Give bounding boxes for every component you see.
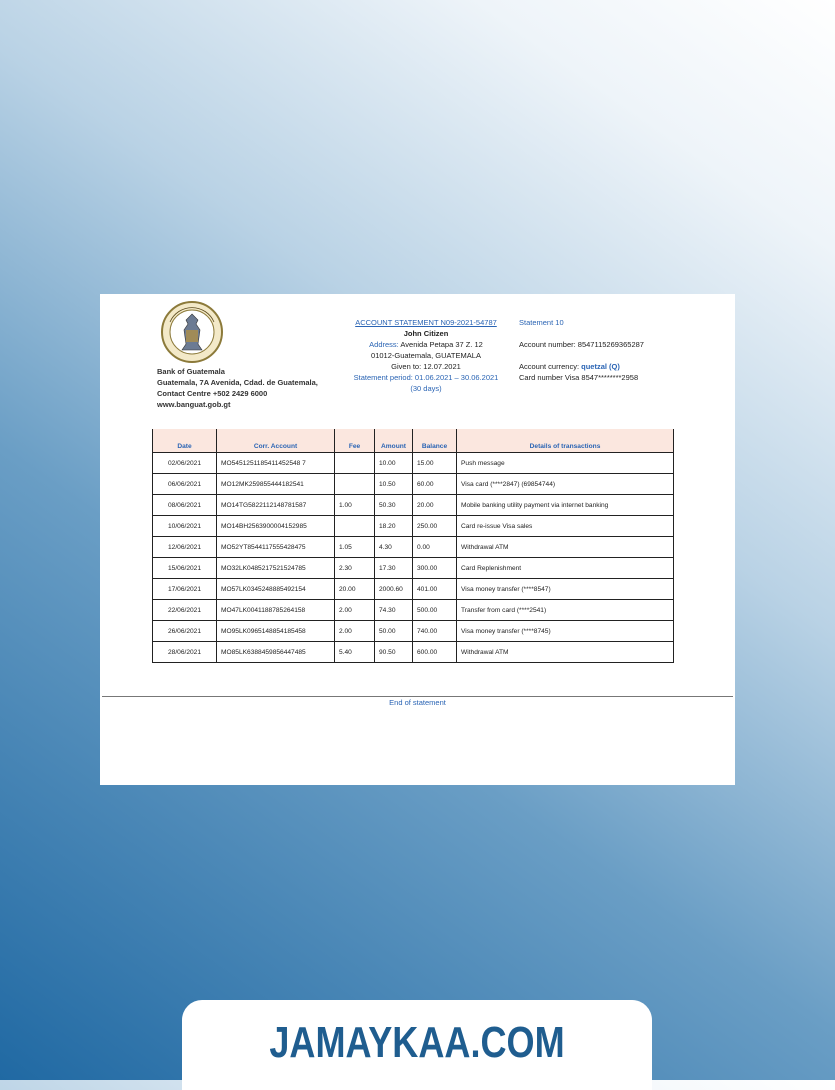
cell-date: 12/06/2021 xyxy=(153,537,217,558)
cell-amount: 50.00 xyxy=(375,621,413,642)
cell-details: Withdrawal ATM xyxy=(457,642,674,663)
cell-amount: 17.30 xyxy=(375,558,413,579)
cell-corr-account: MO47LK0041188785264158 xyxy=(217,600,335,621)
cell-details: Visa money transfer (****8547) xyxy=(457,579,674,600)
col-header-corr-account: Corr. Account xyxy=(217,429,335,453)
table-row xyxy=(153,558,674,579)
cell-details: Card Replenishment xyxy=(457,558,674,579)
cell-corr-account: MO52YT8544117555428475 xyxy=(217,537,335,558)
statement-number: Statement 10 xyxy=(519,318,564,327)
statement-document xyxy=(100,294,735,785)
cell-amount: 10.50 xyxy=(375,474,413,495)
statement-period: Statement period: 01.06.2021 – 30.06.2021 xyxy=(353,373,499,382)
col-header-balance: Balance xyxy=(413,429,457,453)
watermark-banner xyxy=(182,1000,652,1090)
table-row xyxy=(153,600,674,621)
cell-balance: 401.00 xyxy=(413,579,457,600)
currency-label: Account currency: xyxy=(519,362,580,371)
cell-date: 06/06/2021 xyxy=(153,474,217,495)
cell-balance: 740.00 xyxy=(413,621,457,642)
bank-seal-logo xyxy=(160,300,224,364)
transactions-table xyxy=(152,429,674,663)
bank-website[interactable]: www.banguat.gob.gt xyxy=(157,400,231,409)
cell-balance: 60.00 xyxy=(413,474,457,495)
cell-date: 26/06/2021 xyxy=(153,621,217,642)
address-line1: Avenida Petapa 37 Z. 12 xyxy=(400,340,483,349)
cell-details: Withdrawal ATM xyxy=(457,537,674,558)
currency-value: quetzal (Q) xyxy=(581,362,620,371)
cell-details: Mobile banking utility payment via internet banking xyxy=(457,495,674,516)
cell-amount: 10.00 xyxy=(375,453,413,474)
cell-corr-account: MO95LK0965148854185458 xyxy=(217,621,335,642)
cell-details: Transfer from card (****2541) xyxy=(457,600,674,621)
cell-fee: 2.00 xyxy=(335,600,375,621)
cell-date: 02/06/2021 xyxy=(153,453,217,474)
cell-details: Push message xyxy=(457,453,674,474)
statement-title: ACCOUNT STATEMENT N09-2021-54787 xyxy=(355,318,497,327)
cell-corr-account: MO32LK0485217521524785 xyxy=(217,558,335,579)
cell-date: 22/06/2021 xyxy=(153,600,217,621)
cell-corr-account: MO5451251185411452548 7 xyxy=(217,453,335,474)
cell-fee: 5.40 xyxy=(335,642,375,663)
cell-date: 17/06/2021 xyxy=(153,579,217,600)
col-header-fee: Fee xyxy=(335,429,375,453)
cell-balance: 0.00 xyxy=(413,537,457,558)
cell-details: Visa money transfer (****8745) xyxy=(457,621,674,642)
given-to: Given to: 12.07.2021 xyxy=(391,362,461,371)
account-currency xyxy=(519,361,644,372)
col-header-details: Details of transactions xyxy=(457,429,674,453)
col-header-date: Date xyxy=(153,429,217,453)
table-row xyxy=(153,474,674,495)
account-number: Account number: 8547115269365287 xyxy=(519,340,644,349)
cell-amount: 4.30 xyxy=(375,537,413,558)
table-header-row xyxy=(153,429,674,453)
card-number: Card number Visa 8547********2958 xyxy=(519,373,639,382)
cell-fee xyxy=(335,474,375,495)
cell-date: 08/06/2021 xyxy=(153,495,217,516)
cell-balance: 600.00 xyxy=(413,642,457,663)
cell-date: 28/06/2021 xyxy=(153,642,217,663)
cell-amount: 50.30 xyxy=(375,495,413,516)
address-line2: 01012-Guatemala, GUATEMALA xyxy=(371,351,481,360)
cell-balance: 500.00 xyxy=(413,600,457,621)
cell-corr-account: MO14BH2563900004152985 xyxy=(217,516,335,537)
end-divider xyxy=(102,696,733,697)
table-row xyxy=(153,642,674,663)
cell-corr-account: MO57LK0345248885492154 xyxy=(217,579,335,600)
cell-date: 10/06/2021 xyxy=(153,516,217,537)
cell-balance: 15.00 xyxy=(413,453,457,474)
cell-fee: 1.05 xyxy=(335,537,375,558)
cell-corr-account: MO14TG5822112148781587 xyxy=(217,495,335,516)
cell-fee: 1.00 xyxy=(335,495,375,516)
cell-balance: 300.00 xyxy=(413,558,457,579)
cell-fee: 2.00 xyxy=(335,621,375,642)
bank-address: Guatemala, 7A Avenida, Cdad. de Guatemala, xyxy=(157,378,318,387)
col-header-amount: Amount xyxy=(375,429,413,453)
table-row xyxy=(153,579,674,600)
table-row xyxy=(153,516,674,537)
cell-corr-account: MO12MK259855444182541 xyxy=(217,474,335,495)
cell-details: Card re-issue Visa sales xyxy=(457,516,674,537)
table-row xyxy=(153,537,674,558)
cell-amount: 74.30 xyxy=(375,600,413,621)
cell-balance: 20.00 xyxy=(413,495,457,516)
cell-fee: 20.00 xyxy=(335,579,375,600)
cell-fee xyxy=(335,516,375,537)
customer-address xyxy=(320,339,532,350)
table-row xyxy=(153,453,674,474)
cell-fee xyxy=(335,453,375,474)
end-of-statement: End of statement xyxy=(389,698,446,707)
cell-corr-account: MO85LK6388459856447485 xyxy=(217,642,335,663)
bank-contact: Contact Centre +502 2429 6000 xyxy=(157,389,268,398)
cell-date: 15/06/2021 xyxy=(153,558,217,579)
bank-name: Bank of Guatemala xyxy=(157,367,225,376)
customer-name: John Citizen xyxy=(403,329,449,338)
bank-info xyxy=(157,366,318,410)
cell-amount: 18.20 xyxy=(375,516,413,537)
address-label: Address: xyxy=(369,340,399,349)
cell-fee: 2.30 xyxy=(335,558,375,579)
cell-amount: 90.50 xyxy=(375,642,413,663)
statement-days: (30 days) xyxy=(410,384,442,393)
table-row xyxy=(153,495,674,516)
table-row xyxy=(153,621,674,642)
watermark-text: JAMAYKAA.COM xyxy=(269,1018,565,1067)
cell-balance: 250.00 xyxy=(413,516,457,537)
account-details xyxy=(519,317,644,383)
cell-details: Visa card (****2847) (69854744) xyxy=(457,474,674,495)
cell-amount: 2000.60 xyxy=(375,579,413,600)
statement-header xyxy=(320,317,532,394)
